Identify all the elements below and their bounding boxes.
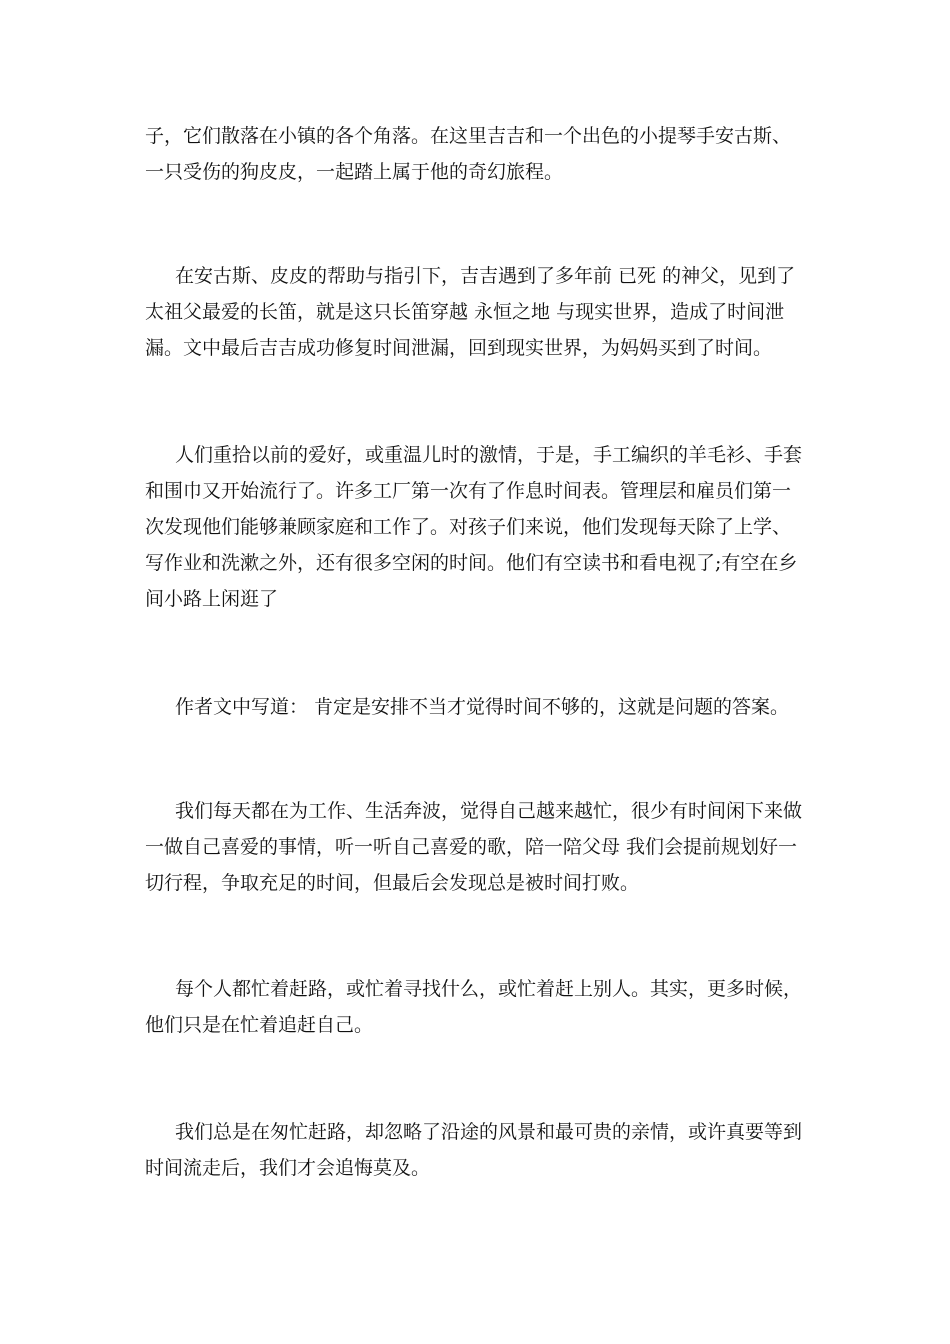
- paragraph-7: [145, 1114, 810, 1186]
- paragraph-line: 漏。文中最后吉吉成功修复时间泄漏，回到现实世界，为妈妈买到了时间。: [145, 337, 773, 359]
- paragraph-line: 一做自己喜爱的事情，听一听自己喜爱的歌，陪一陪父母 我们会提前规划好一: [145, 836, 798, 858]
- paragraph-line: 子，它们散落在小镇的各个角落。在这里吉吉和一个出色的小提琴手安古斯、: [145, 125, 792, 147]
- paragraph-line: 时间流走后，我们才会追悔莫及。: [145, 1157, 431, 1179]
- paragraph-5: [145, 793, 810, 901]
- paragraph-line: 太祖父最爱的长笛，就是这只长笛穿越 永恒之地 与现实世界，造成了时间泄: [145, 301, 785, 323]
- paragraph-line: 在安古斯、皮皮的帮助与指引下，吉吉遇到了多年前 已死 的神父，见到了: [175, 265, 796, 287]
- paragraph-1: [145, 118, 810, 190]
- paragraph-line: 次发现他们能够兼顾家庭和工作了。对孩子们来说，他们发现每天除了上学、: [145, 516, 792, 538]
- paragraph-line: 和围巾又开始流行了。许多工厂第一次有了作息时间表。管理层和雇员们第一: [145, 480, 792, 502]
- paragraph-line: 我们每天都在为工作、生活奔波，觉得自己越来越忙，很少有时间闲下来做: [175, 800, 803, 822]
- paragraph-3: [145, 437, 810, 617]
- paragraph-line: 一只受伤的狗皮皮，一起踏上属于他的奇幻旅程。: [145, 161, 564, 183]
- paragraph-line: 写作业和洗漱之外，还有很多空闲的时间。他们有空读书和看电视了;有空在乡: [145, 552, 798, 574]
- paragraph-4: [145, 689, 810, 725]
- paragraph-line: 我们总是在匆忙赶路，却忽略了沿途的风景和最可贵的亲情，或许真要等到: [175, 1121, 803, 1143]
- paragraph-6: [145, 971, 810, 1043]
- paragraph-line: 间小路上闲逛了: [145, 588, 279, 610]
- paragraph-2: [145, 258, 810, 366]
- paragraph-line: 他们只是在忙着追赶自己。: [145, 1014, 374, 1036]
- paragraph-line: 作者文中写道： 肯定是安排不当才觉得时间不够的，这就是问题的答案。: [175, 696, 790, 718]
- paragraph-line: 切行程，争取充足的时间，但最后会发现总是被时间打败。: [145, 872, 640, 894]
- paragraph-line: 每个人都忙着赶路，或忙着寻找什么，或忙着赶上别人。其实，更多时候，: [175, 978, 803, 1000]
- paragraph-line: 人们重拾以前的爱好，或重温儿时的激情，于是，手工编织的羊毛衫、手套: [175, 444, 803, 466]
